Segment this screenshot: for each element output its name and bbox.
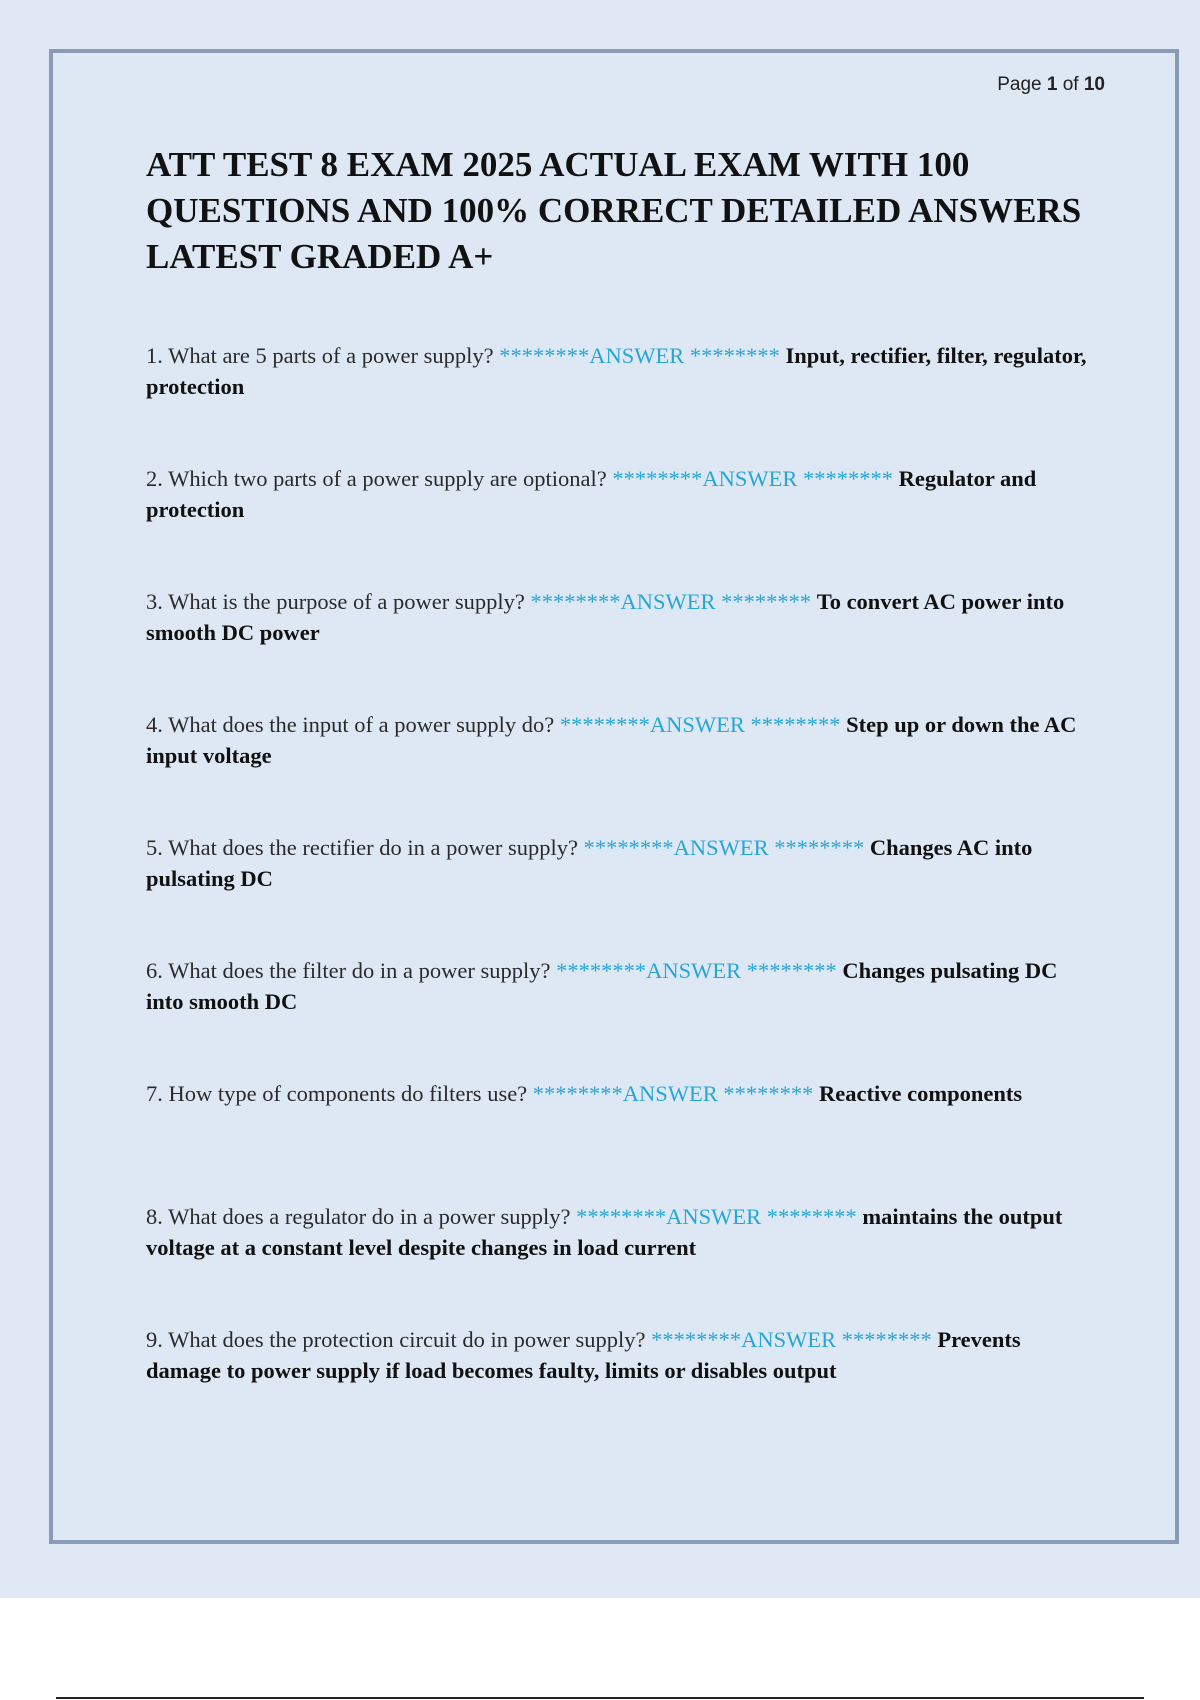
answer-text: To convert AC power into smooth DC power: [146, 589, 1065, 645]
question-item: [146, 463, 1096, 586]
question-text: 7. How type of components do filters use?: [146, 1081, 528, 1106]
question-item: [146, 1324, 1096, 1447]
answer-text: maintains the output voltage at a constant level despite changes in load current: [146, 1204, 1063, 1260]
answer-marker: ********ANSWER ********: [532, 1081, 814, 1106]
question-item: [146, 1201, 1096, 1324]
answer-text: Changes pulsating DC into smooth DC: [146, 958, 1058, 1014]
answer-marker: ********ANSWER ********: [651, 1327, 932, 1352]
answer-marker: ********ANSWER ********: [583, 835, 865, 860]
answer-text: Regulator and protection: [146, 466, 1037, 522]
question-text: 1. What are 5 parts of a power supply?: [146, 343, 494, 368]
page-number: [997, 74, 1105, 96]
question-item: [146, 1078, 1096, 1201]
page-current: 1: [1046, 74, 1058, 95]
answer-text: Changes AC into pulsating DC: [146, 835, 1033, 891]
page-of: of: [1062, 74, 1079, 95]
answer-marker: ********ANSWER ********: [499, 343, 780, 368]
question-text: 2. Which two parts of a power supply are optional?: [146, 466, 607, 491]
answer-text: Step up or down the AC input voltage: [146, 712, 1077, 768]
answer-text: Input, rectifier, filter, regulator, protection: [146, 343, 1087, 399]
question-text: 6. What does the filter do in a power supply?: [146, 958, 551, 983]
answer-marker: ********ANSWER ********: [530, 589, 812, 614]
answer-marker: ********ANSWER ********: [559, 712, 841, 737]
question-item: [146, 709, 1096, 832]
question-text: 3. What is the purpose of a power supply?: [146, 589, 525, 614]
document-title: ATT TEST 8 EXAM 2025 ACTUAL EXAM WITH 100 QUESTIONS AND 100% CORRECT DETAILED ANSWERS LATEST GRADED A+: [146, 145, 1082, 276]
page-label: Page: [997, 74, 1042, 95]
answer-marker: ********ANSWER ********: [576, 1204, 857, 1229]
answer-marker: ********ANSWER ********: [556, 958, 837, 983]
answer-text: Prevents damage to power supply if load becomes faulty, limits or disables output: [146, 1327, 1021, 1383]
answer-text: Reactive components: [819, 1081, 1023, 1106]
question-item: [146, 955, 1096, 1078]
question-list: [146, 340, 1096, 1447]
question-text: 5. What does the rectifier do in a power supply?: [146, 835, 578, 860]
answer-marker: ********ANSWER ********: [612, 466, 893, 491]
question-item: [146, 586, 1096, 709]
question-text: 8. What does a regulator do in a power supply?: [146, 1204, 571, 1229]
page-total: 10: [1083, 74, 1105, 95]
footer-divider: [56, 1697, 1144, 1699]
question-text: 4. What does the input of a power supply do?: [146, 712, 555, 737]
question-item: [146, 340, 1096, 463]
question-text: 9. What does the protection circuit do in power supply?: [146, 1327, 646, 1352]
question-item: [146, 832, 1096, 955]
